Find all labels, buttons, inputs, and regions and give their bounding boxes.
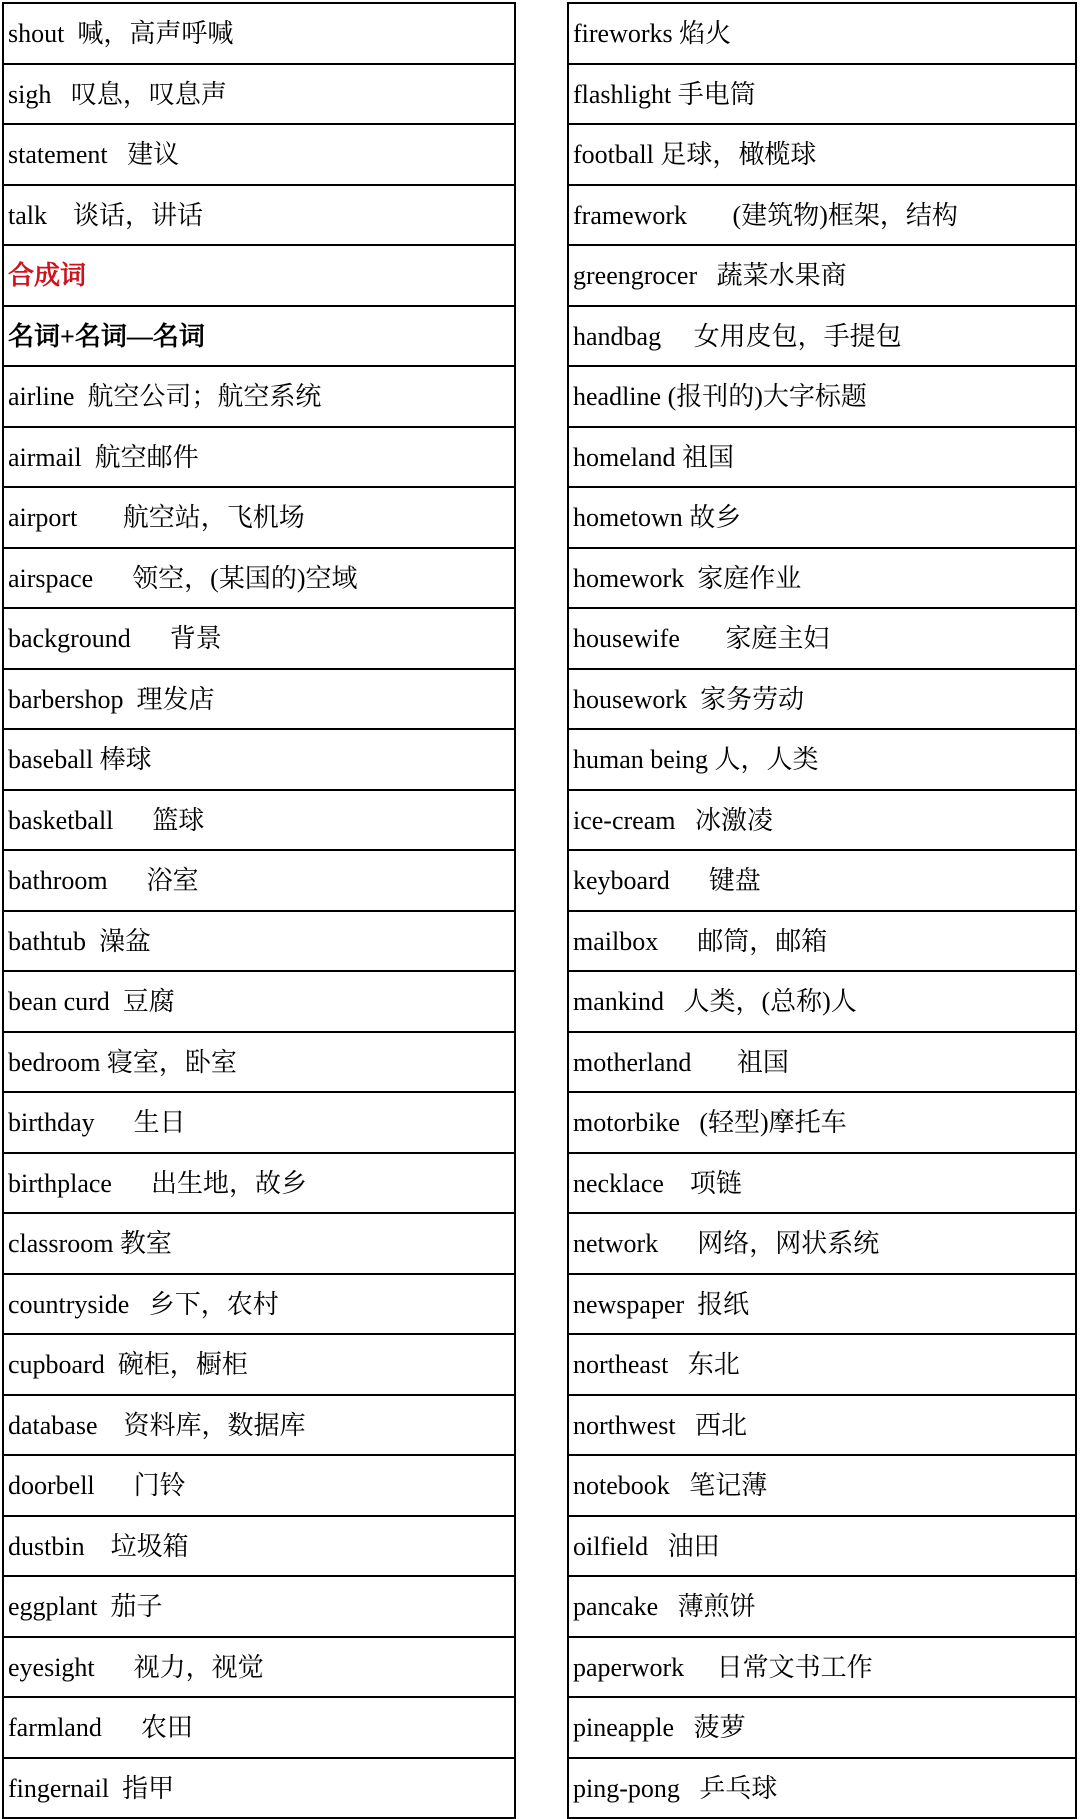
vocab-entry: doorbell 门铃 — [4, 1456, 514, 1517]
vocab-entry: homework 家庭作业 — [569, 549, 1075, 610]
vocab-entry: mankind 人类，(总称)人 — [569, 972, 1075, 1033]
vocab-entry: pineapple 菠萝 — [569, 1698, 1075, 1759]
vocab-entry: airspace 领空，(某国的)空域 — [4, 549, 514, 610]
vocab-entry: bathroom 浴室 — [4, 851, 514, 912]
vocab-entry: bean curd 豆腐 — [4, 972, 514, 1033]
vocab-entry: shout 喊，高声呼喊 — [4, 4, 514, 65]
vocab-entry: motherland 祖国 — [569, 1033, 1075, 1094]
vocab-entry: paperwork 日常文书工作 — [569, 1638, 1075, 1699]
vocab-entry: keyboard 键盘 — [569, 851, 1075, 912]
vocab-entry: eyesight 视力，视觉 — [4, 1638, 514, 1699]
vocab-entry: fireworks 焰火 — [569, 4, 1075, 65]
vocab-entry: birthday 生日 — [4, 1093, 514, 1154]
vocab-entry: motorbike (轻型)摩托车 — [569, 1093, 1075, 1154]
section-heading: 合成词 — [4, 246, 514, 307]
vocab-entry: hometown 故乡 — [569, 488, 1075, 549]
vocab-table-right — [567, 2, 1077, 1819]
vocab-entry: bedroom 寝室，卧室 — [4, 1033, 514, 1094]
vocab-entry: mailbox 邮筒，邮箱 — [569, 912, 1075, 973]
vocab-entry: database 资料库，数据库 — [4, 1396, 514, 1457]
vocab-entry: basketball 篮球 — [4, 791, 514, 852]
vocab-entry: newspaper 报纸 — [569, 1275, 1075, 1336]
vocab-entry: greengrocer 蔬菜水果商 — [569, 246, 1075, 307]
vocab-table-left — [2, 2, 516, 1819]
vocab-entry: football 足球，橄榄球 — [569, 125, 1075, 186]
vocab-entry: airline 航空公司；航空系统 — [4, 367, 514, 428]
vocab-entry: cupboard 碗柜，橱柜 — [4, 1335, 514, 1396]
vocab-entry: background 背景 — [4, 609, 514, 670]
vocab-entry: flashlight 手电筒 — [569, 65, 1075, 126]
vocab-entry: barbershop 理发店 — [4, 670, 514, 731]
vocab-entry: network 网络，网状系统 — [569, 1214, 1075, 1275]
vocab-entry: talk 谈话，讲话 — [4, 186, 514, 247]
vocab-entry: northeast 东北 — [569, 1335, 1075, 1396]
vocab-entry: bathtub 澡盆 — [4, 912, 514, 973]
vocab-entry: oilfield 油田 — [569, 1517, 1075, 1578]
vocab-entry: classroom 教室 — [4, 1214, 514, 1275]
vocab-entry: eggplant 茄子 — [4, 1577, 514, 1638]
vocab-entry: countryside 乡下，农村 — [4, 1275, 514, 1336]
vocab-entry: pancake 薄煎饼 — [569, 1577, 1075, 1638]
vocab-entry: dustbin 垃圾箱 — [4, 1517, 514, 1578]
vocab-entry: ice-cream 冰激凌 — [569, 791, 1075, 852]
vocab-entry: handbag 女用皮包，手提包 — [569, 307, 1075, 368]
vocab-entry: farmland 农田 — [4, 1698, 514, 1759]
vocab-entry: birthplace 出生地，故乡 — [4, 1154, 514, 1215]
vocab-entry: airmail 航空邮件 — [4, 428, 514, 489]
vocab-entry: fingernail 指甲 — [4, 1759, 514, 1819]
vocab-entry: sigh 叹息，叹息声 — [4, 65, 514, 126]
vocab-entry: northwest 西北 — [569, 1396, 1075, 1457]
vocab-entry: necklace 项链 — [569, 1154, 1075, 1215]
subsection-heading: 名词+名词—名词 — [4, 307, 514, 368]
vocab-entry: framework (建筑物)框架，结构 — [569, 186, 1075, 247]
vocab-entry: housework 家务劳动 — [569, 670, 1075, 731]
vocab-entry: human being 人，人类 — [569, 730, 1075, 791]
vocab-entry: ping-pong 乒乓球 — [569, 1759, 1075, 1819]
vocab-entry: notebook 笔记薄 — [569, 1456, 1075, 1517]
vocab-entry: headline (报刊的)大字标题 — [569, 367, 1075, 428]
vocab-entry: homeland 祖国 — [569, 428, 1075, 489]
vocab-entry: statement 建议 — [4, 125, 514, 186]
vocab-entry: baseball 棒球 — [4, 730, 514, 791]
vocab-entry: airport 航空站，飞机场 — [4, 488, 514, 549]
vocab-entry: housewife 家庭主妇 — [569, 609, 1075, 670]
